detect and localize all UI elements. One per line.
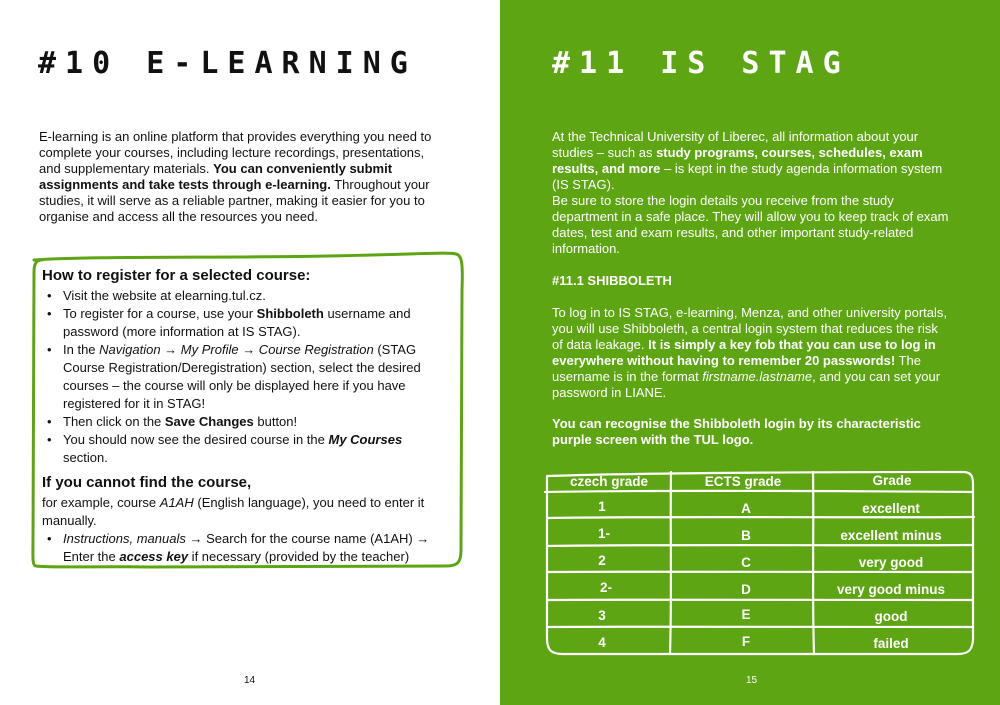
table-cell-ects-4: D (741, 582, 751, 597)
grade-table (543, 470, 975, 657)
page-heading-is-stag: #11 IS STAG (552, 46, 850, 81)
step-text: Visit the website at elearning.tul.cz. (63, 288, 266, 303)
table-cell-czech-2: 1- (597, 526, 610, 541)
not-found-text-c: (English language), you need to enter it manually. (42, 495, 425, 528)
step-bold-italic: access key (119, 549, 189, 564)
para-text: To log in to IS STAG, e-learning, Menza, and other university portals, you will use Shibboleth, a central login system that reduces the risk of data leakage. (552, 305, 948, 352)
e-learning-intro (39, 129, 449, 225)
shibboleth-recognition-note: You can recognise the Shibboleth login by its characteristic purple screen with the TUL logo. (552, 416, 921, 447)
step-text: In the (63, 342, 100, 357)
step-text: You should now see the desired course in the (63, 432, 329, 447)
grade-header-czech: czech grade (569, 474, 649, 489)
table-cell-ects-6: F (741, 634, 751, 649)
step-text: username and password (more information at IS STAG). (63, 306, 411, 339)
step-bold-italic: My Courses (328, 432, 403, 447)
step-text: button! (253, 414, 298, 429)
username-format: firstname.lastname (702, 369, 813, 384)
list-item (46, 413, 446, 431)
list-item (46, 305, 446, 341)
register-steps-list (46, 287, 446, 467)
table-cell-ects-1: A (741, 501, 751, 516)
intro-text: E-learning is an online platform that provides everything you need to complete your courses, including lecture recordings, presentations, and supplementary materials. (39, 129, 432, 176)
step-bold: Shibboleth (256, 306, 324, 321)
table-cell-czech-4: 2- (599, 580, 612, 595)
right-page (500, 0, 1000, 705)
shibboleth-subheading: #11.1 SHIBBOLETH (552, 273, 672, 288)
table-cell-grade-2: excellent minus (840, 528, 942, 543)
list-item (46, 287, 446, 305)
step-text: section. (63, 450, 108, 465)
step-text: (STAG Course Registration/Deregistration) section, select the desired courses – the course will only be displayed here if you have registered for it in STAG! (63, 342, 421, 411)
login-details-paragraph: Be sure to store the login details you receive from the study department in a safe place. They will allow you to keep track of exam dates, test and exam results, and other important study-related information. (552, 193, 949, 256)
list-item (46, 530, 446, 566)
table-cell-grade-1: excellent (862, 501, 920, 516)
para-text: , and you can set your password in LIANE. (552, 369, 941, 400)
step-text: To register for a course, use your (63, 306, 257, 321)
table-cell-ects-5: E (741, 607, 751, 622)
table-cell-grade-6: failed (873, 636, 909, 651)
step-text: Then click on the (63, 414, 165, 429)
grade-header-grade: Grade (872, 473, 912, 488)
table-cell-ects-2: B (741, 528, 751, 543)
page-number-left: 14 (244, 675, 256, 686)
para-text: At the Technical University of Liberec, all information about your studies – such as (552, 129, 919, 160)
para-text: – is kept in the study agenda information system (IS STAG). (552, 161, 943, 192)
intro-text-end: Throughout your studies, it will serve as a reliable partner, making it easier for you to organise and access all the resources you need. (39, 177, 430, 224)
table-cell-czech-1: 1 (598, 499, 606, 514)
not-found-text-a: for example, course (42, 495, 160, 510)
grade-header-ects: ECTS grade (704, 474, 782, 489)
para-bold: study programs, courses, schedules, exam results, and more (552, 145, 923, 176)
is-stag-intro (552, 129, 952, 193)
step-bold: Save Changes (164, 414, 254, 429)
table-cell-grade-4: very good minus (836, 582, 946, 597)
table-cell-czech-5: 3 (598, 608, 606, 623)
manual-steps-list (46, 530, 446, 566)
shibboleth-paragraph (552, 305, 952, 401)
not-found-text (42, 494, 446, 530)
page-number-right: 15 (746, 675, 758, 686)
list-item (46, 431, 446, 467)
table-cell-czech-6: 4 (598, 635, 606, 650)
step-italic: Instructions, manuals (63, 531, 186, 546)
table-cell-ects-3: C (741, 555, 751, 570)
not-found-heading: If you cannot find the course, (42, 474, 252, 491)
table-cell-grade-3: very good (858, 555, 924, 570)
para-text: The username is in the format (552, 353, 921, 384)
page-heading-e-learning: #10 E-LEARNING (38, 46, 417, 81)
step-text: → Search for the course name (A1AH) → Enter the (63, 531, 430, 564)
step-italic: Navigation → My Profile → Course Registration (99, 342, 374, 357)
intro-bold-text: You can conveniently submit assignments and take tests through e-learning. (39, 161, 393, 192)
not-found-course-code: A1AH (159, 495, 194, 510)
table-cell-czech-3: 2 (598, 553, 606, 568)
course-registration-box (42, 266, 446, 566)
list-item (46, 341, 446, 413)
para-bold: It is simply a key fob that you can use to log in everywhere without having to remember 20 passwords! (552, 337, 936, 368)
step-text: if necessary (provided by the teacher) (188, 549, 410, 564)
table-cell-grade-5: good (874, 609, 908, 624)
register-heading: How to register for a selected course: (42, 267, 311, 284)
